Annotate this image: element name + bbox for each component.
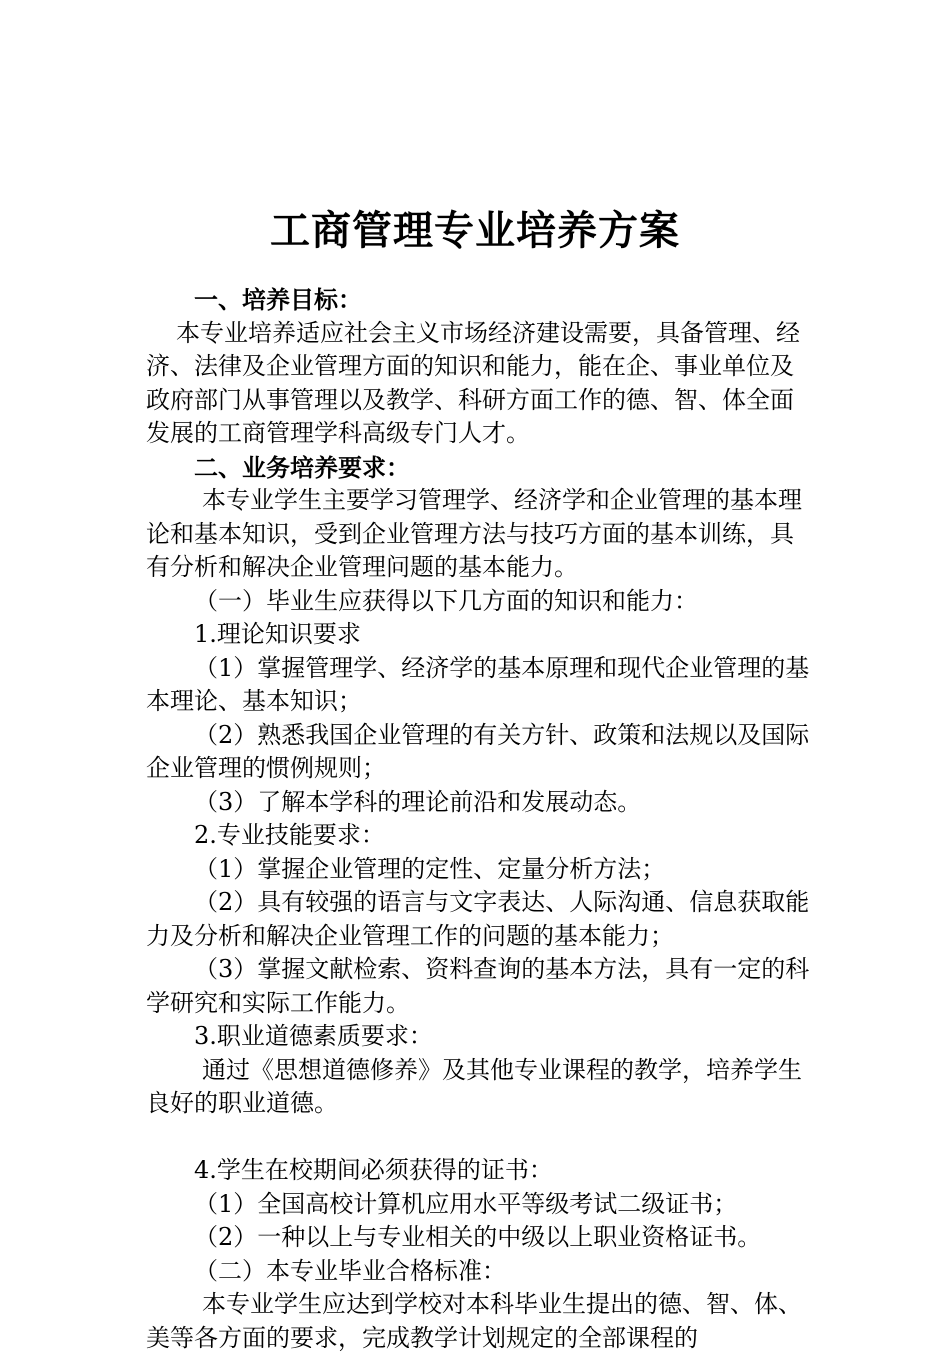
blank-line <box>146 1121 816 1155</box>
list-item: （3）了解本学科的理论前沿和发展动态。 <box>194 787 642 816</box>
section-heading-requirements: 二、业务培养要求： <box>194 452 410 482</box>
item-heading-skills: 2.专业技能要求： <box>194 821 385 849</box>
paragraph-requirements: 本专业学生主要学习管理学、经济学和企业管理的基本理论和基本知识，受到企业管理方法与技巧方面的基本训练，具有分析和解决企业管理问题的基本能力。 <box>146 486 802 581</box>
list-item: （2）熟悉我国企业管理的有关方针、政策和法规以及国际企业管理的惯例规则； <box>146 720 810 782</box>
paragraph-graduation: 本专业学生应达到学校对本科毕业生提出的德、智、体、美等各方面的要求，完成教学计划规定的全部课程的 <box>146 1290 802 1352</box>
list-item: （1）掌握企业管理的定性、定量分析方法； <box>194 854 666 883</box>
subsection-heading-knowledge: （一）毕业生应获得以下几方面的知识和能力： <box>194 586 698 615</box>
section-heading-goals: 一、培养目标： <box>194 285 362 314</box>
list-item: （1）掌握管理学、经济学的基本原理和现代企业管理的基本理论、基本知识； <box>146 653 810 715</box>
list-item: （3）掌握文献检索、资料查询的基本方法，具有一定的科学研究和实际工作能力。 <box>146 955 810 1017</box>
list-item: （1）全国高校计算机应用水平等级考试二级证书； <box>194 1189 738 1218</box>
item-heading-ethics: 3.职业道德素质要求： <box>194 1022 433 1050</box>
item-heading-certificates: 4.学生在校期间必须获得的证书： <box>194 1156 553 1184</box>
subsection-heading-graduation: （二）本专业毕业合格标准： <box>194 1256 506 1285</box>
item-heading-theory: 1.理论知识要求 <box>194 620 361 648</box>
paragraph-goals: 本专业培养适应社会主义市场经济建设需要，具备管理、经济、法律及企业管理方面的知识和能力，能在企、事业单位及政府部门从事管理以及教学、科研方面工作的德、智、体全面发展的工商管理学科高级专门人才。 <box>146 318 800 447</box>
paragraph-ethics: 通过《思想道德修养》及其他专业课程的教学，培养学生良好的职业道德。 <box>146 1055 802 1117</box>
document-title: 工商管理专业培养方案 <box>270 207 680 254</box>
list-item: （2）一种以上与专业相关的中级以上职业资格证书。 <box>194 1223 762 1251</box>
document-body <box>146 283 816 1355</box>
list-item: （2）具有较强的语言与文字表达、人际沟通、信息获取能力及分析和解决企业管理工作的问题的基本能力； <box>146 888 810 950</box>
